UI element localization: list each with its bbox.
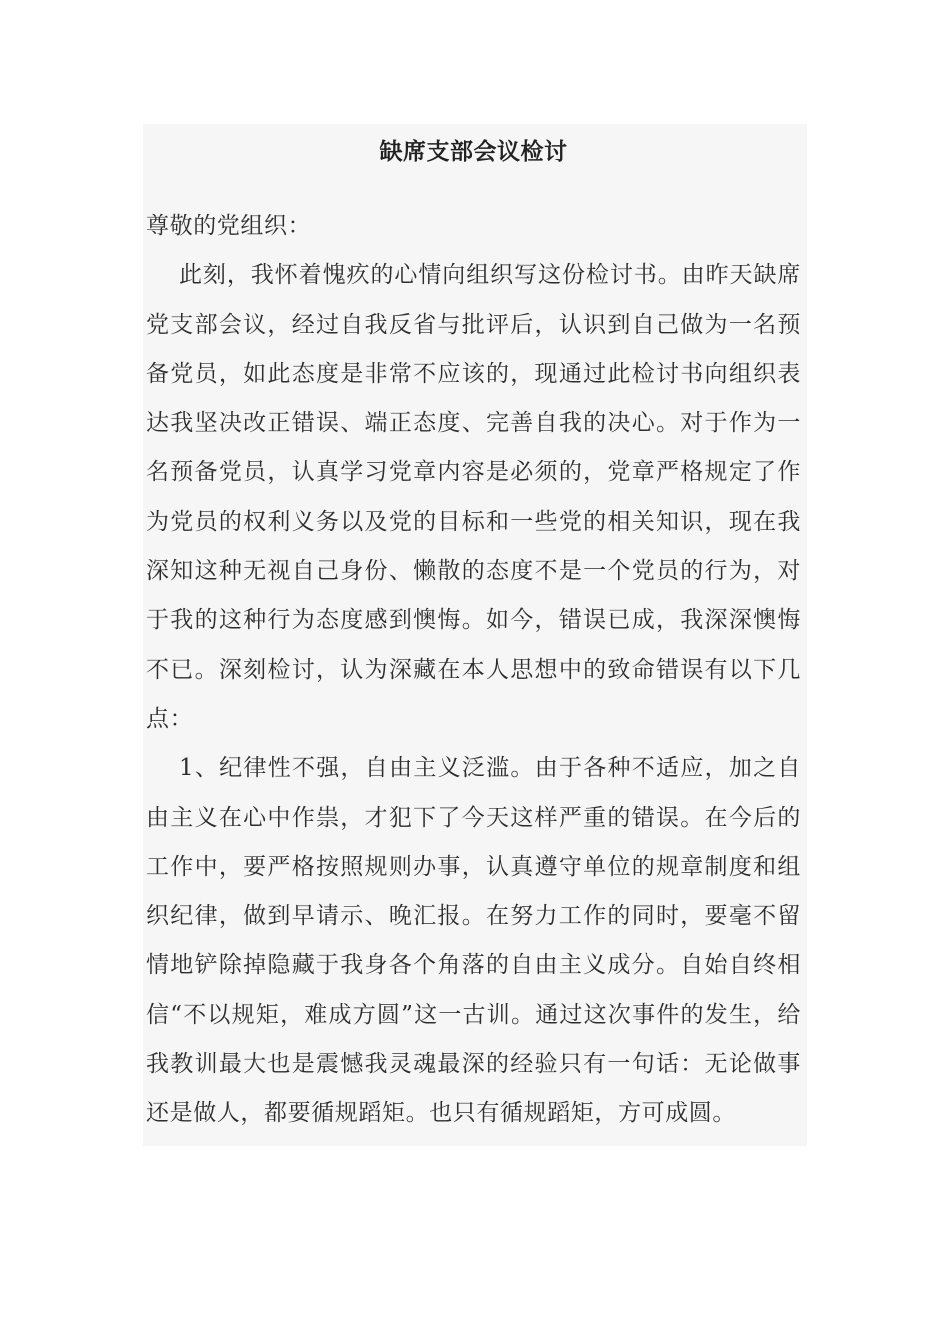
document-content [143, 124, 807, 1146]
salutation: 尊敬的党组织： [146, 213, 312, 239]
body-paragraph-2: 1、纪律性不强，自由主义泛滥。由于各种不适应，加之自由主义在心中作祟，才犯下了今天这样严重的错误。在今后的工作中，要严格按照规则办事，认真遵守单位的规章制度和组织纪律，做到早请示、晚汇报。在努力工作的同时，要毫不留情地铲除掉隐藏于我身各个角落的自由主义成分。自始自终相信“不以规矩，难成方圆”这一古训。通过这次事件的发生，给我教训最大也是震憾我灵魂最深的经验只有一句话：无论做事还是做人，都要循规蹈矩。也只有循规蹈矩，方可成圆。 [146, 755, 801, 1127]
document-title: 缺席支部会议检讨 [379, 138, 568, 165]
body-paragraph-1: 此刻，我怀着愧疚的心情向组织写这份检讨书。由昨天缺席党支部会议，经过自我反省与批评后，认识到自己做为一名预备党员，如此态度是非常不应该的，现通过此检讨书向组织表达我坚决改正错误、端正态度、完善自我的决心。对于作为一名预备党员，认真学习党章内容是必须的，党章严格规定了作为党员的权利义务以及党的目标和一些党的相关知识，现在我深知这种无视自己身份、懒散的态度不是一个党员的行为，对于我的这种行为态度感到懊悔。如今，错误已成，我深深懊悔不已。深刻检讨，认为深藏在本人思想中的致命错误有以下几点： [146, 262, 801, 732]
